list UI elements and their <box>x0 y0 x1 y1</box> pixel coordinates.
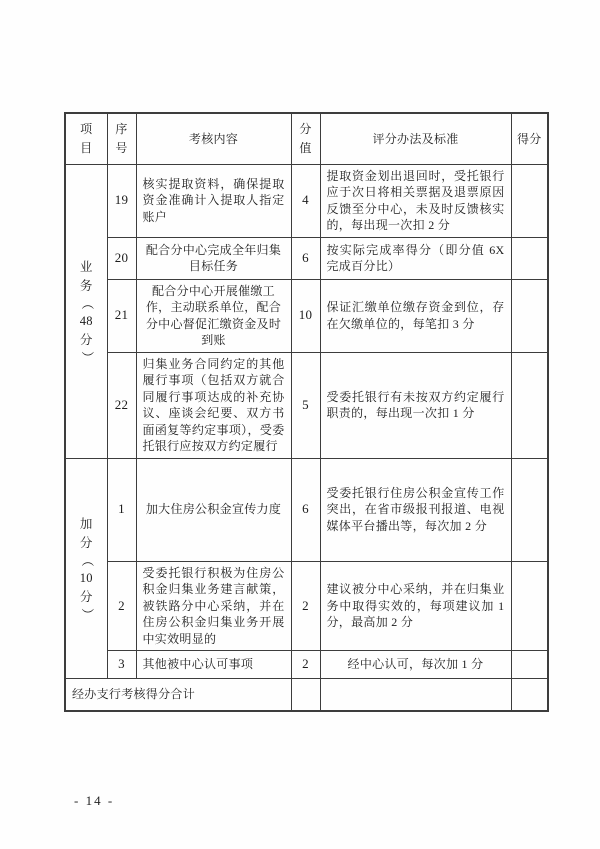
cell-seq: 20 <box>107 237 136 279</box>
cell-score: 6 <box>291 237 320 279</box>
cell-points <box>511 237 548 279</box>
cell-method: 建议被分中心采纳，并在归集业务中取得实效的，每项建议加 1 分，最高加 2 分 <box>320 561 511 651</box>
header-cell-seq <box>107 113 136 164</box>
cell-content: 核实提取资料，确保提取资金准确计入提取人指定账户 <box>136 164 291 237</box>
table-row <box>65 561 548 651</box>
cell-seq: 2 <box>107 561 136 651</box>
section-label-bonus <box>65 458 107 679</box>
header-label-seq: 序号 <box>115 121 128 155</box>
cell-method: 提取资金划出退回时，受托银行应于次日将相关票据及退票原因反馈至分中心，未及时反馈核实的，每出现一次扣 2 分 <box>320 164 511 237</box>
table-row <box>65 651 548 679</box>
vertical-label-part: 48 <box>79 313 93 328</box>
cell-method: 按实际完成率得分（即分值 6X 完成百分比） <box>320 237 511 279</box>
assessment-table <box>64 112 549 712</box>
footer-points-cell <box>511 679 548 711</box>
section-label-business <box>65 164 107 458</box>
cell-points <box>511 458 548 561</box>
vertical-label-part: 10 <box>79 570 93 585</box>
vertical-label-part: 业 <box>79 259 93 274</box>
cell-content: 其他被中心认可事项 <box>136 651 291 679</box>
cell-points <box>511 352 548 458</box>
header-cell-method: 评分办法及标准 <box>320 113 511 164</box>
table-row <box>65 352 548 458</box>
vertical-label-part: 分 <box>79 589 93 604</box>
header-cell-points: 得分 <box>511 113 548 164</box>
cell-score: 2 <box>291 651 320 679</box>
cell-content: 配合分中心完成全年归集目标任务 <box>136 237 291 279</box>
vertical-label-part: 分 <box>79 332 93 347</box>
cell-score: 6 <box>291 458 320 561</box>
header-label-project: 项目 <box>80 121 93 155</box>
cell-score: 5 <box>291 352 320 458</box>
vertical-label-part: 加 <box>79 516 93 531</box>
cell-score: 2 <box>291 561 320 651</box>
cell-score: 4 <box>291 164 320 237</box>
cell-points <box>511 561 548 651</box>
cell-score: 10 <box>291 279 320 352</box>
vertical-label-part: （ <box>79 553 94 567</box>
footer-method-cell <box>320 679 511 711</box>
footer-score-cell <box>291 679 320 711</box>
header-cell-project <box>65 113 107 164</box>
cell-content: 受委托银行积极为住房公积金归集业务建言献策，被铁路分中心采纳，并在住房公积金归集业务开展中实效明显的 <box>136 561 291 651</box>
cell-seq: 1 <box>107 458 136 561</box>
cell-seq: 19 <box>107 164 136 237</box>
cell-seq: 22 <box>107 352 136 458</box>
vertical-label-part: ） <box>79 607 94 621</box>
section-label-business-text <box>72 260 101 363</box>
vertical-label-part: ） <box>79 350 94 364</box>
cell-points <box>511 279 548 352</box>
vertical-label-part: （ <box>79 296 94 310</box>
cell-content: 加大住房公积金宣传力度 <box>136 458 291 561</box>
footer-row <box>65 679 548 711</box>
cell-method: 经中心认可，每次加 1 分 <box>320 651 511 679</box>
page-number: - 14 - <box>74 793 115 808</box>
footer-total-label: 经办支行考核得分合计 <box>65 679 291 711</box>
cell-seq: 3 <box>107 651 136 679</box>
cell-points <box>511 164 548 237</box>
header-label-score: 分值 <box>299 121 312 155</box>
table-row <box>65 279 548 352</box>
cell-method: 保证汇缴单位缴存资金到位，存在欠缴单位的，每笔扣 3 分 <box>320 279 511 352</box>
table-row <box>65 458 548 561</box>
header-cell-score <box>291 113 320 164</box>
cell-content: 归集业务合同约定的其他履行事项（包括双方就合同履行事项达成的补充协议、座谈会纪要、双方书面函复等约定事项），受委托银行应按双方约定履行 <box>136 352 291 458</box>
cell-seq: 21 <box>107 279 136 352</box>
vertical-label-part: 务 <box>79 278 93 293</box>
section-label-bonus-text <box>72 517 101 620</box>
cell-points <box>511 651 548 679</box>
cell-method: 受委托银行有未按双方约定履行职责的，每出现一次扣 1 分 <box>320 352 511 458</box>
vertical-label-part: 分 <box>79 535 93 550</box>
cell-method: 受委托银行住房公积金宣传工作突出，在省市级报刊报道、电视媒体平台播出等，每次加 2 分 <box>320 458 511 561</box>
table-row <box>65 237 548 279</box>
header-cell-content: 考核内容 <box>136 113 291 164</box>
table-header-row <box>65 113 548 164</box>
table-row <box>65 164 548 237</box>
cell-content: 配合分中心开展催缴工作，主动联系单位，配合分中心督促汇缴资金及时到账 <box>136 279 291 352</box>
